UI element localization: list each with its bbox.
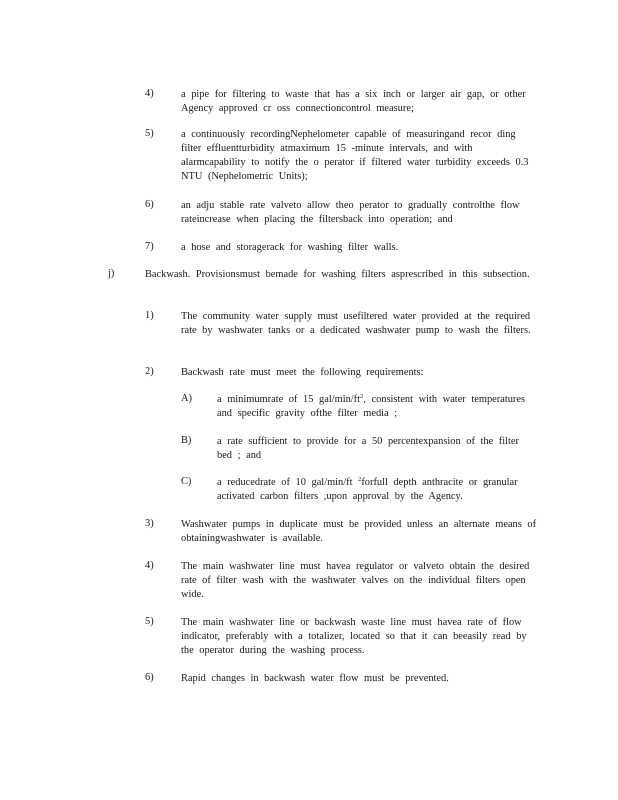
list-item-number: 5) — [145, 616, 154, 627]
list-item-text: Rapid changes in backwash water flow must be prevented. — [181, 673, 449, 684]
list-item-number: 6) — [145, 199, 154, 210]
list-item-text: The main washwater line must havea regulator or valveto obtain the desired rate of filter wash with the washwater valves on the individual filters open wide. — [181, 561, 530, 600]
list-item-number: 1) — [145, 310, 154, 321]
list-item-number: 6) — [145, 672, 154, 683]
list-item-number: 4) — [145, 88, 154, 99]
list-item-number: A) — [181, 393, 192, 404]
list-item-text: The community water supply must usefiltered water provided at the required rate by washwater tanks or a dedicated washwater pump to wash the filters. — [181, 311, 531, 336]
list-item-number: 7) — [145, 241, 154, 252]
list-item-text: Backwash. Provisionsmust bemade for washing filters asprescribed in this subsection. — [145, 269, 530, 280]
list-item-text: a pipe for filtering to waste that has a six inch or larger air gap, or other Agency approved cr oss connectioncontrol measure; — [181, 89, 526, 114]
list-item-text — [217, 476, 537, 504]
superscript-exponent: 2 — [360, 393, 364, 400]
list-item-text — [217, 393, 537, 421]
list-item-text: a hose and storagerack for washing filter walls. — [181, 242, 399, 253]
list-item-number: C) — [181, 476, 192, 487]
list-item-text: a continuously recordingNephelometer capable of measuringand recor ding filter effluentturbidity atmaximum 15 -minute intervals, and with alarmcapability to notify the o perator if filtered water turbidity exceeds 0.3 NTU (Nephelometric Units); — [181, 129, 529, 182]
text-segment: forfull depth anthracite or granular activated carbon filters ,upon approval by the Agency. — [217, 477, 518, 502]
list-item-number: 3) — [145, 518, 154, 529]
list-item-text: The main washwater line or backwash waste line must havea rate of flow indicator, preferably with a totalizer, located so that it can beeasily read by the operator during the washing process. — [181, 617, 527, 656]
superscript-exponent: 2 — [358, 476, 362, 483]
list-item-text: Backwash rate must meet the following requirements: — [181, 367, 424, 378]
list-item-number: 4) — [145, 560, 154, 571]
list-item-number: 2) — [145, 366, 154, 377]
list-item-number: B) — [181, 435, 192, 446]
list-item-text: Washwater pumps in duplicate must be provided unless an alternate means of obtainingwashwater is available. — [181, 519, 537, 544]
list-item-text: a rate sufficient to provide for a 50 percentexpansion of the filter bed ; and — [217, 436, 519, 461]
text-segment: , consistent with water temperatures and specific gravity ofthe filter media ; — [217, 394, 526, 419]
text-segment: a minimumrate of 15 gal/min/ft — [217, 394, 361, 405]
list-item-number: 5) — [145, 128, 154, 139]
text-segment: a reducedrate of 10 gal/min/ft — [217, 477, 359, 488]
list-item-text: an adju stable rate valveto allow theo perator to gradually controlthe flow rateincrease when placing the filtersback into operation; and — [181, 200, 520, 225]
list-item-number: j) — [108, 268, 115, 279]
